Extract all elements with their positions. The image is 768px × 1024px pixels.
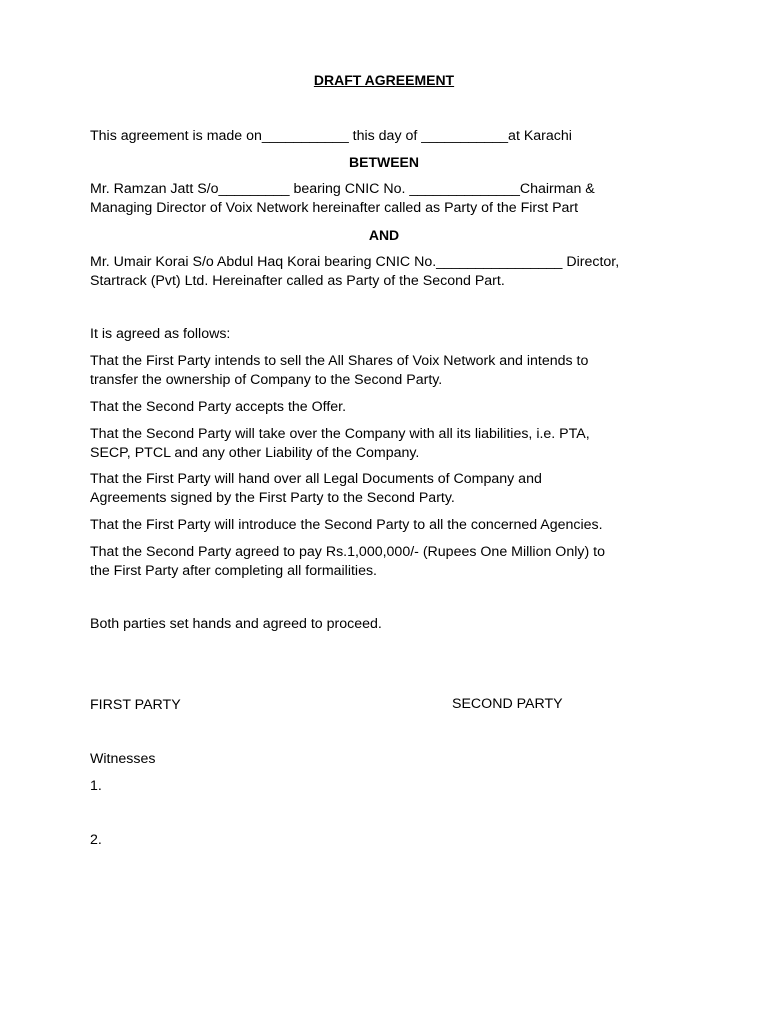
agreed-heading: It is agreed as follows: <box>90 326 231 342</box>
witnesses-heading: Witnesses <box>90 751 156 767</box>
witness-2: 2. <box>90 832 102 848</box>
clause-3-line-1: That the Second Party will take over the Company with all its liabilities, i.e. PTA, <box>90 426 590 442</box>
intro-line: This agreement is made on___________ this day of ___________at Karachi <box>90 128 572 144</box>
first-party-line-2: Managing Director of Voix Network hereinafter called as Party of the First Part <box>90 200 579 216</box>
witness-1: 1. <box>90 778 102 794</box>
first-party-line-1: Mr. Ramzan Jatt S/o_________ bearing CNIC No. ______________Chairman & <box>90 181 595 197</box>
and-heading: AND <box>368 227 400 243</box>
clause-1-line-2: transfer the ownership of Company to the Second Party. <box>90 372 443 388</box>
between-heading: BETWEEN <box>349 154 419 170</box>
clause-6-line-2: the First Party after completing all formailities. <box>90 563 377 579</box>
clause-4-line-1: That the First Party will hand over all Legal Documents of Company and <box>90 471 542 487</box>
second-party-line-1: Mr. Umair Korai S/o Abdul Haq Korai bearing CNIC No.________________ Director, <box>90 254 620 270</box>
second-party-line-2: Startrack (Pvt) Ltd. Hereinafter called as Party of the Second Part. <box>90 273 505 289</box>
signature-second-party: SECOND PARTY <box>452 696 563 712</box>
closing-line: Both parties set hands and agreed to proceed. <box>90 616 382 632</box>
clause-3-line-2: SECP, PTCL and any other Liability of the Company. <box>90 445 420 461</box>
clause-6-line-1: That the Second Party agreed to pay Rs.1,000,000/- (Rupees One Million Only) to <box>90 544 605 560</box>
clause-2-line-1: That the Second Party accepts the Offer. <box>90 399 347 415</box>
clause-5-line-1: That the First Party will introduce the Second Party to all the concerned Agencies. <box>90 517 603 533</box>
clause-4-line-2: Agreements signed by the First Party to the Second Party. <box>90 490 455 506</box>
document-title: DRAFT AGREEMENT <box>313 72 455 88</box>
clause-1-line-1: That the First Party intends to sell the All Shares of Voix Network and intends to <box>90 353 589 369</box>
signature-first-party: FIRST PARTY <box>90 697 181 713</box>
